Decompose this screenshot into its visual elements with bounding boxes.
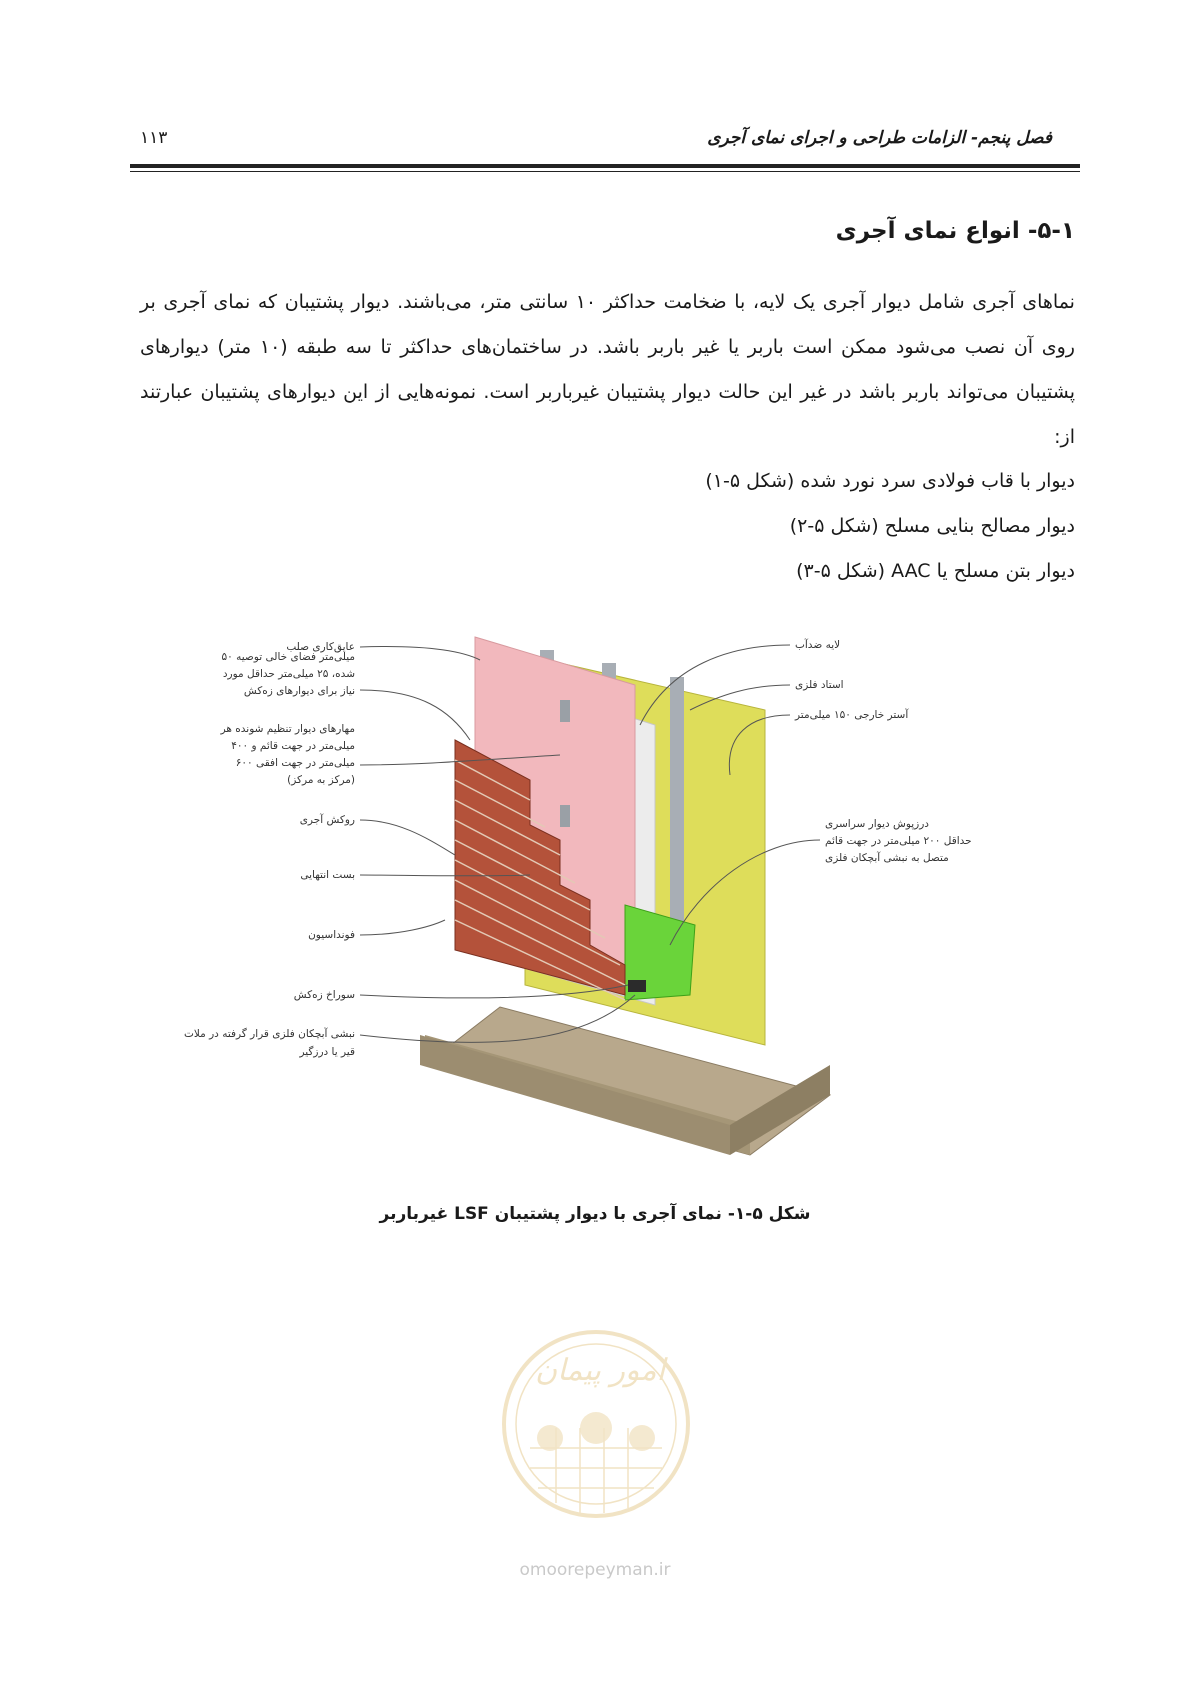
- label-cap-3: متصل به نبشی آبچکان فلزی: [825, 852, 949, 864]
- label-ties-3: ۶۰۰ میلی‌متر در جهت افقی: [235, 757, 355, 769]
- header-rule-thick: [130, 164, 1080, 168]
- label-ties-4: (مرکز به مرکز): [287, 774, 355, 786]
- label-weep-hole: سوراخ زه‌کش: [293, 989, 355, 1001]
- brick-veneer-wall-diagram: [184, 639, 1000, 1145]
- label-metal-stud: استاد فلزی: [795, 679, 844, 691]
- page-number: ۱۱۳: [140, 128, 168, 148]
- watermark-url: omoorepeyman.ir: [519, 1560, 671, 1580]
- label-cavity-2: شده، ۲۵ میلی‌متر حداقل مورد: [222, 668, 355, 680]
- list-item: دیوار بتن مسلح یا AAC (شکل ۵-۳): [796, 560, 1075, 582]
- header-rule-thin: [130, 171, 1080, 172]
- label-ties-1: مهارهای دیوار تنظیم شونده هر: [220, 723, 355, 735]
- label-flashing-1: نبشی آبچکان فلزی قرار گرفته در ملات: [184, 1028, 355, 1040]
- wall-tie: [560, 700, 570, 722]
- running-header-title: فصل پنجم- الزامات طراحی و اجرای نمای آجری: [707, 128, 1052, 148]
- label-cavity-1: ۵۰ میلی‌متر فضای خالی توصیه: [221, 651, 355, 663]
- label-cap-2: حداقل ۲۰۰ میلی‌متر در جهت قائم: [825, 835, 972, 847]
- label-waterproof: لایه ضدآب: [795, 639, 841, 651]
- label-ties-2: ۴۰۰ میلی‌متر در جهت قائم و: [231, 740, 355, 752]
- body-paragraph: نماهای آجری شامل دیوار آجری یک لایه، با ضخامت حداکثر ۱۰ سانتی متر، می‌باشند. دیوار پشتیبان که نمای آجری بر روی آن نصب می‌شود ممکن است باربر یا غیر باربر باشد. در ساختمان‌های حداکثر تا سه طبقه (۱۰ متر) دیوارهای پشتیبان می‌تواند باربر باشد در غیر این حالت دیوار پشتیبان غیرباربر است. نمونه‌هایی از این دیوارهای پشتیبان عبارتند از:: [140, 291, 1075, 448]
- label-brick-veneer: روکش آجری: [299, 814, 355, 826]
- list-item: دیوار مصالح بنایی مسلح (شکل ۵-۲): [789, 515, 1075, 537]
- list-item: دیوار با قاب فولادی سرد نورد شده (شکل ۵-۱): [705, 470, 1075, 492]
- watermark-text: امور پیمان: [535, 1353, 665, 1388]
- label-cap-1: درزپوش دیوار سراسری: [825, 818, 929, 830]
- weep-hole: [628, 980, 646, 992]
- figure-caption: شکل ۵-۱- نمای آجری با دیوار پشتیبان LSF غیرباربر: [379, 1204, 811, 1224]
- label-sheathing: آستر خارجی ۱۵۰ میلی‌متر: [795, 709, 909, 721]
- watermark-logo: [490, 1318, 702, 1558]
- label-cavity-3: نیاز برای دیوارهای زه‌کش: [243, 685, 355, 697]
- label-foundation: فونداسیون: [308, 929, 355, 941]
- wall-tie: [560, 805, 570, 827]
- label-end-dam: بست انتهایی: [300, 869, 355, 881]
- label-rigid-insulation: عایق‌کاری صلب: [286, 641, 355, 653]
- section-heading: ۵-۱- انواع نمای آجری: [835, 218, 1075, 244]
- label-flashing-2: قیر یا درزگیر: [299, 1046, 355, 1058]
